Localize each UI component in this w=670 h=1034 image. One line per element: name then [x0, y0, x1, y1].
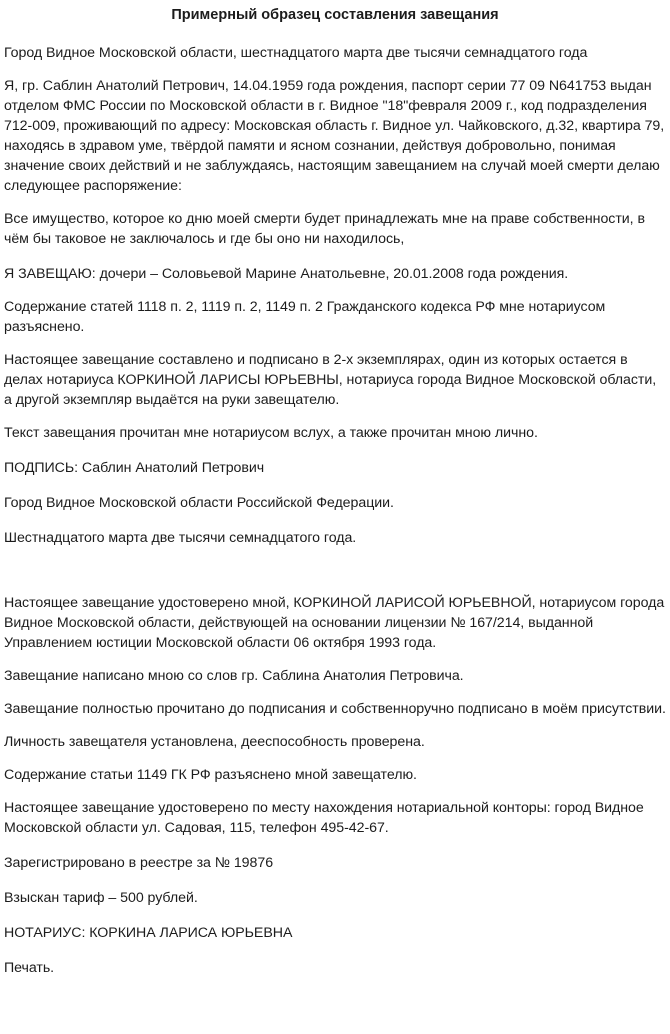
article-explained-line: Содержание статьи 1149 ГК РФ разъяснено мной завещателю. — [4, 767, 417, 783]
tariff-line: Взыскан тариф – 500 рублей. — [4, 890, 198, 906]
notary-office-paragraph: Настоящее завещание удостоверено по месту нахождения нотариальной конторы: город Видное Московской области ул. Садовая, 115, телефон 495-42-67. — [4, 800, 644, 836]
seal-line: Печать. — [4, 960, 55, 976]
registry-number-line: Зарегистрировано в реестре за № 19876 — [4, 855, 274, 871]
copies-paragraph: Настоящее завещание составлено и подписано в 2-х экземплярах, один из которых остается в делах нотариуса КОРКИНОЙ ЛАРИСЫ ЮРЬЕВНЫ, нотариуса города Видное Московской области, а другой экземпляр выдаётся на руки завещателю. — [4, 352, 657, 408]
testator-identity-paragraph: Я, гр. Саблин Анатолий Петрович, 14.04.1959 года рождения, паспорт серии 77 09 N641753 выдан отделом ФМС России по Московской области в г. Видное "18"февраля 2009 г., код подразделения 712-009, проживающий по адресу: Московская область г. Видное ул. Чайковского, д.32, квартира 79, находясь в здравом уме, твёрдой памяти и ясном сознании, действуя добровольно, понимая значение своих действий и не заблуждаясь, настоящим завещанием на случай моей смерти делаю следующее распоряжение: — [4, 78, 665, 194]
property-clause-paragraph: Все имущество, которое ко дню моей смерти будет принадлежать мне на праве собственности, в чём бы таковое не заключалось и где бы оно ни находилось, — [4, 211, 645, 247]
city-date-line: Город Видное Московской области, шестнадцатого марта две тысячи семнадцатого года — [4, 45, 588, 61]
notary-certification-paragraph: Настоящее завещание удостоверено мной, КОРКИНОЙ ЛАРИСОЙ ЮРЬЕВНОЙ, нотариусом города Видное Московской области, действующей на основании лицензии № 167/214, выданной Управлением юстиции Московской области 06 октября 1993 года. — [4, 595, 665, 651]
notary-signature-line: НОТАРИУС: КОРКИНА ЛАРИСА ЮРЬЕВНА — [4, 925, 293, 941]
signed-in-presence-line: Завещание полностью прочитано до подписания и собственноручно подписано в моём присутствии. — [4, 701, 666, 717]
civil-code-paragraph: Содержание статей 1118 п. 2, 1119 п. 2, 1149 п. 2 Гражданского кодекса РФ мне нотариусом разъяснено. — [4, 299, 606, 335]
date-line: Шестнадцатого марта две тысячи семнадцатого года. — [4, 530, 357, 546]
testator-signature-line: ПОДПИСЬ: Саблин Анатолий Петрович — [4, 460, 265, 476]
place-line: Город Видное Московской области Российской Федерации. — [4, 495, 394, 511]
identity-verified-line: Личность завещателя установлена, дееспособность проверена. — [4, 734, 425, 750]
document-title: Примерный образец составления завещания — [171, 7, 499, 23]
read-aloud-paragraph: Текст завещания прочитан мне нотариусом вслух, а также прочитан мною лично. — [4, 425, 538, 441]
written-by-notary-line: Завещание написано мною со слов гр. Саблина Анатолия Петровича. — [4, 668, 464, 684]
bequest-paragraph: Я ЗАВЕЩАЮ: дочери – Соловьевой Марине Анатольевне, 20.01.2008 года рождения. — [4, 266, 569, 282]
